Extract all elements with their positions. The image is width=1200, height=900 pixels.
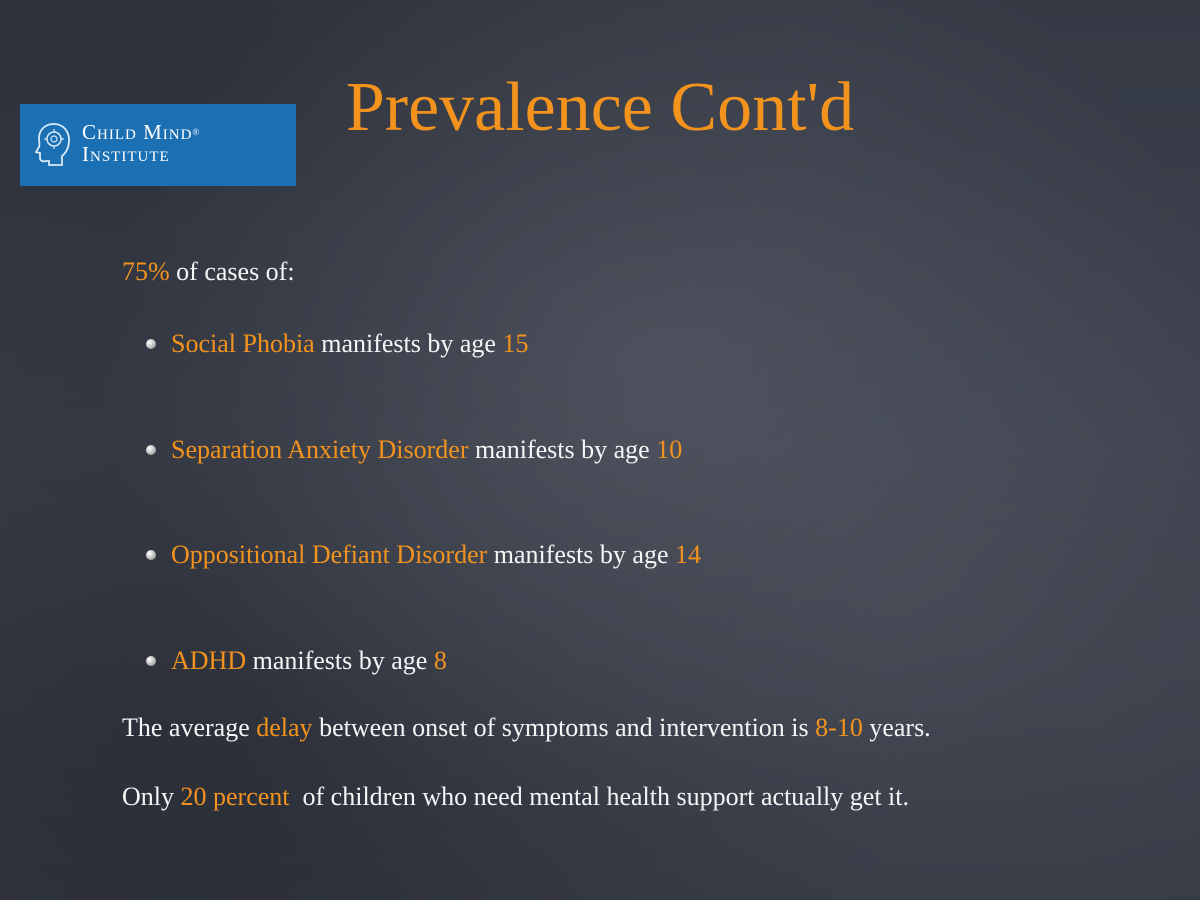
bullet-condition: Separation Anxiety Disorder: [171, 435, 469, 464]
logo-line-1: Child Mind: [82, 120, 193, 144]
bullet-condition: ADHD: [171, 646, 247, 675]
bullet-icon: [146, 550, 156, 560]
bullet-middle: manifests by age: [246, 646, 434, 675]
support-text-2: of children who need mental health support actually get it.: [289, 782, 909, 811]
bullet-middle: manifests by age: [468, 435, 657, 464]
delay-highlight: delay: [256, 713, 313, 742]
bullet-icon: [146, 445, 156, 455]
delay-years-highlight: 8-10: [815, 713, 863, 742]
intro-line: [122, 256, 295, 288]
delay-text-2: between onset of symptoms and intervention is: [312, 713, 816, 742]
delay-text-1: The average: [122, 713, 257, 742]
bullet-condition: Social Phobia: [171, 329, 315, 358]
bullet-middle: manifests by age: [487, 540, 675, 569]
bullet-icon: [146, 339, 156, 349]
delay-paragraph: [122, 712, 931, 744]
bullet-age: 10: [656, 435, 683, 464]
intro-highlight: 75%: [122, 257, 170, 286]
support-text-1: Only: [122, 782, 181, 811]
bullet-condition: Oppositional Defiant Disorder: [171, 540, 488, 569]
support-highlight: 20 percent: [180, 782, 290, 811]
bullet-age: 15: [502, 329, 529, 358]
delay-text-3: years.: [862, 713, 931, 742]
bullet-middle: manifests by age: [314, 329, 503, 358]
bullet-age: 14: [675, 540, 701, 569]
logo-line-2: Institute: [82, 142, 170, 166]
support-paragraph: [122, 781, 909, 813]
bullet-age: 8: [433, 646, 447, 675]
bullet-icon: [146, 656, 156, 666]
logo-registered-mark: ®: [192, 127, 200, 137]
slide-title: Prevalence Cont'd: [345, 69, 855, 146]
intro-text: of cases of:: [169, 257, 295, 286]
